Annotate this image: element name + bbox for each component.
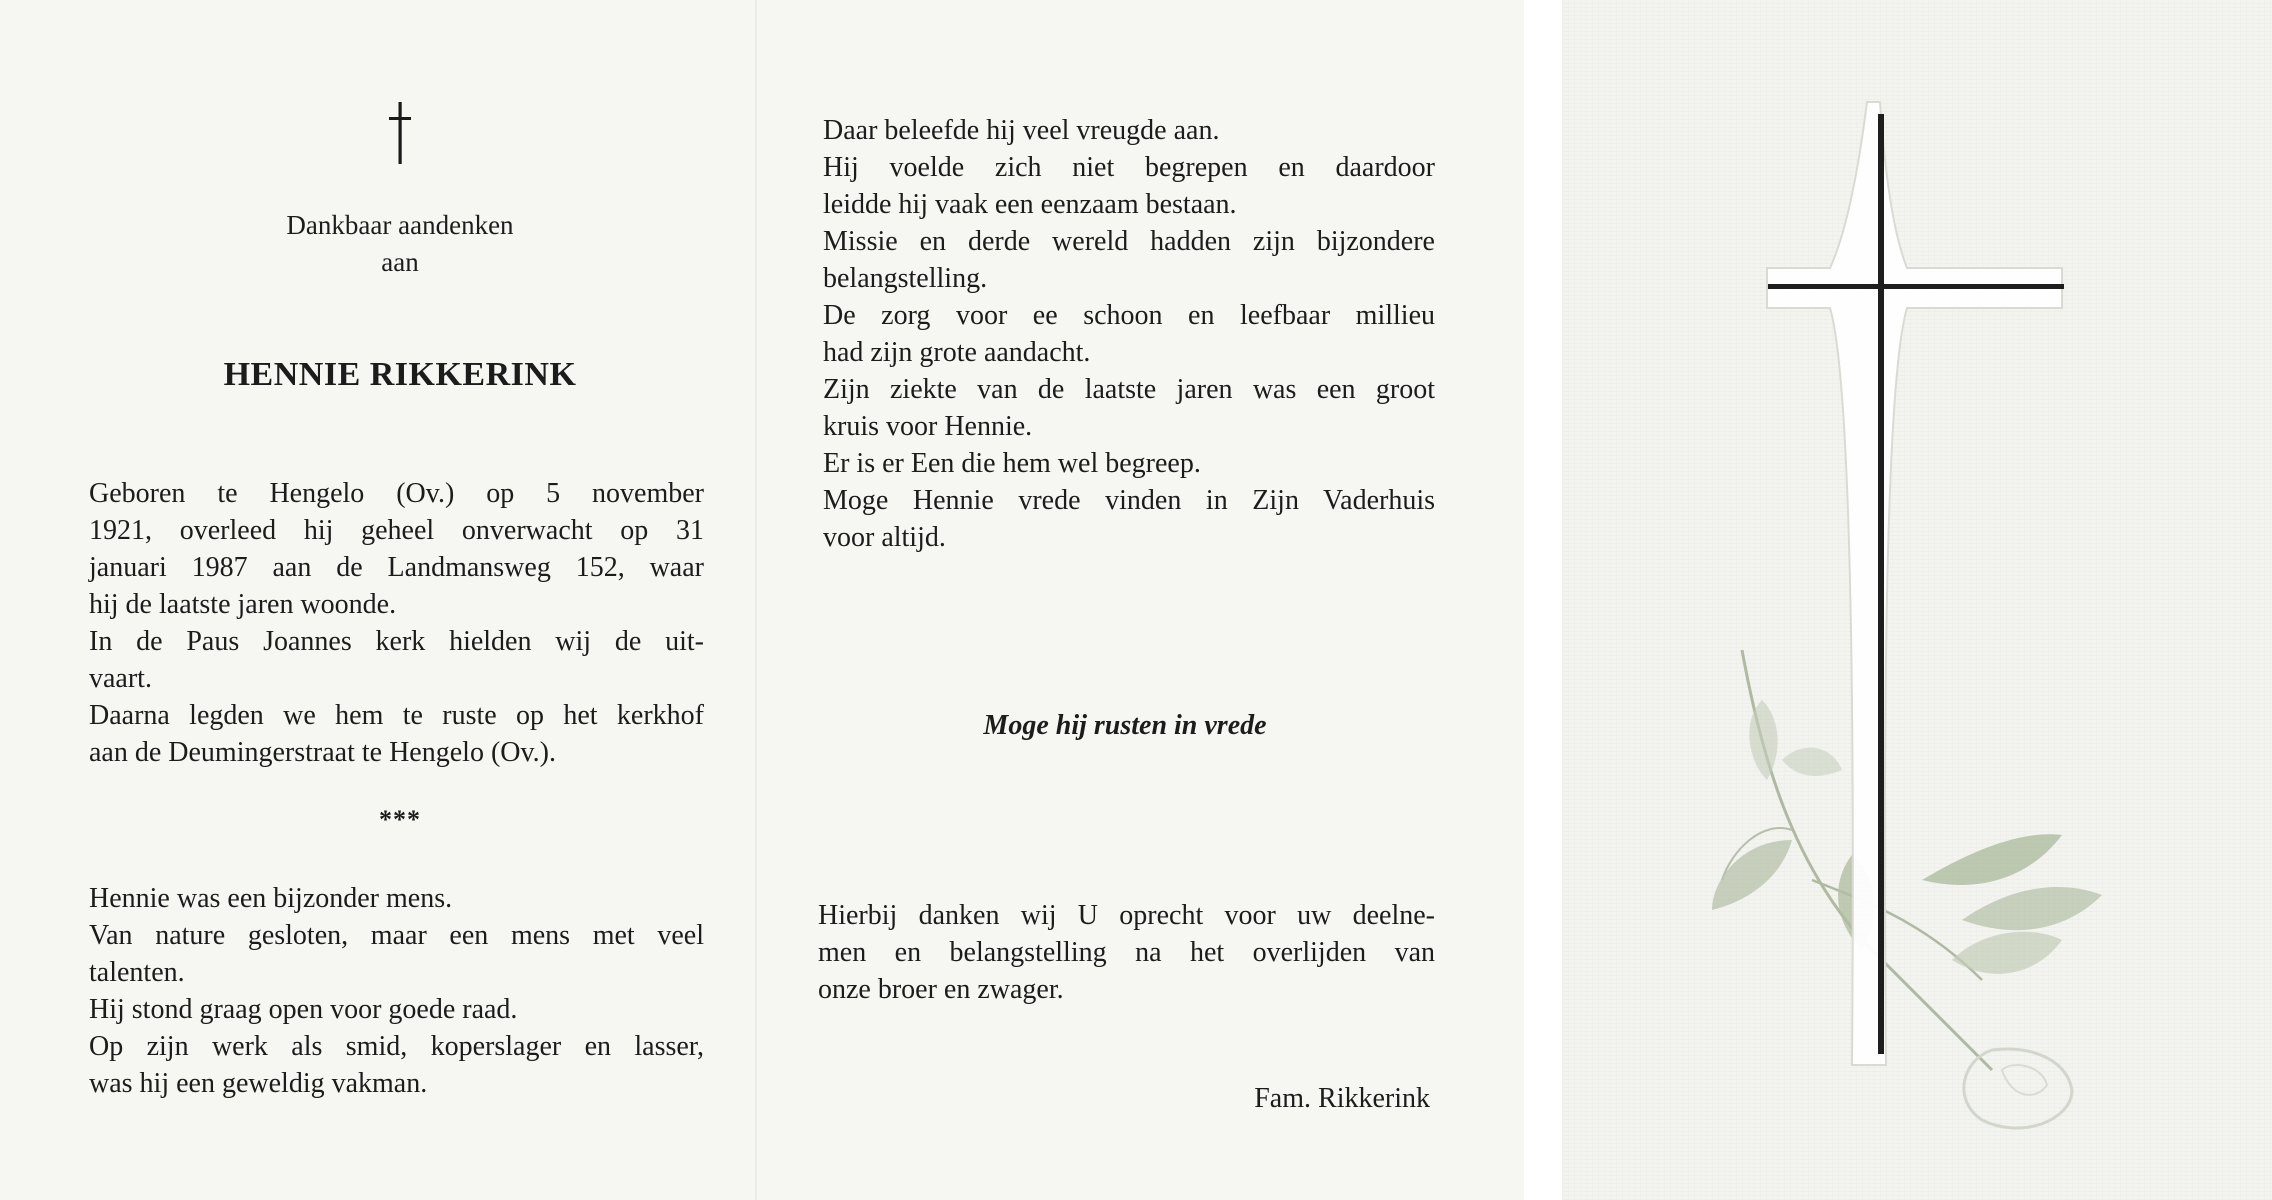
character-block: [89, 880, 704, 1102]
biography-block: [89, 475, 704, 771]
text-line: leidde hij vaak een eenzaam bestaan.: [823, 189, 1237, 220]
text-line: aan de Deumingerstraat te Hengelo (Ov.).: [89, 737, 556, 768]
front-artwork: [1562, 0, 2272, 1200]
text-line: januari 1987 aan de Landmansweg 152, waar: [89, 552, 704, 583]
text-line: Er is er Een die hem wel begreep.: [823, 448, 1201, 479]
text-line: talenten.: [89, 957, 185, 988]
text-line: Hij voelde zich niet begrepen en daardoor: [823, 152, 1435, 183]
scan-gap: [1524, 0, 1562, 1200]
text-line: hij de laatste jaren woonde.: [89, 589, 397, 620]
motto: Moge hij rusten in vrede: [983, 710, 1267, 741]
text-line: had zijn grote aandacht.: [823, 337, 1091, 368]
text-line: Hierbij danken wij U oprecht voor uw deelne-: [818, 900, 1435, 931]
text-line: Op zijn werk als smid, koperslager en lasser,: [89, 1031, 704, 1062]
text-line: Van nature gesloten, maar een mens met veel: [89, 920, 704, 951]
text-line: Hennie was een bijzonder mens.: [89, 883, 453, 914]
fold-line: [755, 0, 757, 1200]
text-line: Daarna legden we hem te ruste op het kerkhof: [89, 700, 704, 731]
text-line: Hij stond graag open voor goede raad.: [89, 994, 518, 1025]
thanks-block: [818, 897, 1435, 1008]
leaf-branch-icon: [1712, 650, 2102, 1128]
text-line: In de Paus Joannes kerk hielden wij de uit-: [89, 626, 704, 657]
heading-dedication: Dankbaar aandenken: [286, 210, 514, 240]
heading-to: aan: [381, 247, 419, 277]
text-line: Zijn ziekte van de laatste jaren was een groot: [823, 374, 1435, 405]
deceased-name: HENNIE RIKKERINK: [223, 356, 577, 393]
text-line: Missie en derde wereld hadden zijn bijzondere: [823, 226, 1435, 257]
text-line: vaart.: [89, 663, 152, 694]
text-line: onze broer en zwager.: [818, 974, 1064, 1005]
reflection-block: [823, 112, 1435, 556]
text-line: Geboren te Hengelo (Ov.) op 5 november: [89, 478, 704, 509]
text-line: men en belangstelling na het overlijden van: [818, 937, 1435, 968]
signature: Fam. Rikkerink: [1254, 1083, 1430, 1114]
text-line: kruis voor Hennie.: [823, 411, 1033, 442]
text-line: belangstelling.: [823, 263, 988, 294]
cross-icon: [384, 102, 416, 164]
text-line: De zorg voor ee schoon en leefbaar millieu: [823, 300, 1435, 331]
separator-stars: ***: [379, 805, 421, 834]
text-line: 1921, overleed hij geheel onverwacht op 31: [89, 515, 704, 546]
text-line: Moge Hennie vrede vinden in Zijn Vaderhuis: [823, 485, 1435, 516]
text-line: was hij een geweldig vakman.: [89, 1068, 428, 1099]
text-line: Daar beleefde hij veel vreugde aan.: [823, 115, 1220, 146]
text-line: voor altijd.: [823, 522, 946, 553]
card-front-cover: [1562, 0, 2272, 1200]
